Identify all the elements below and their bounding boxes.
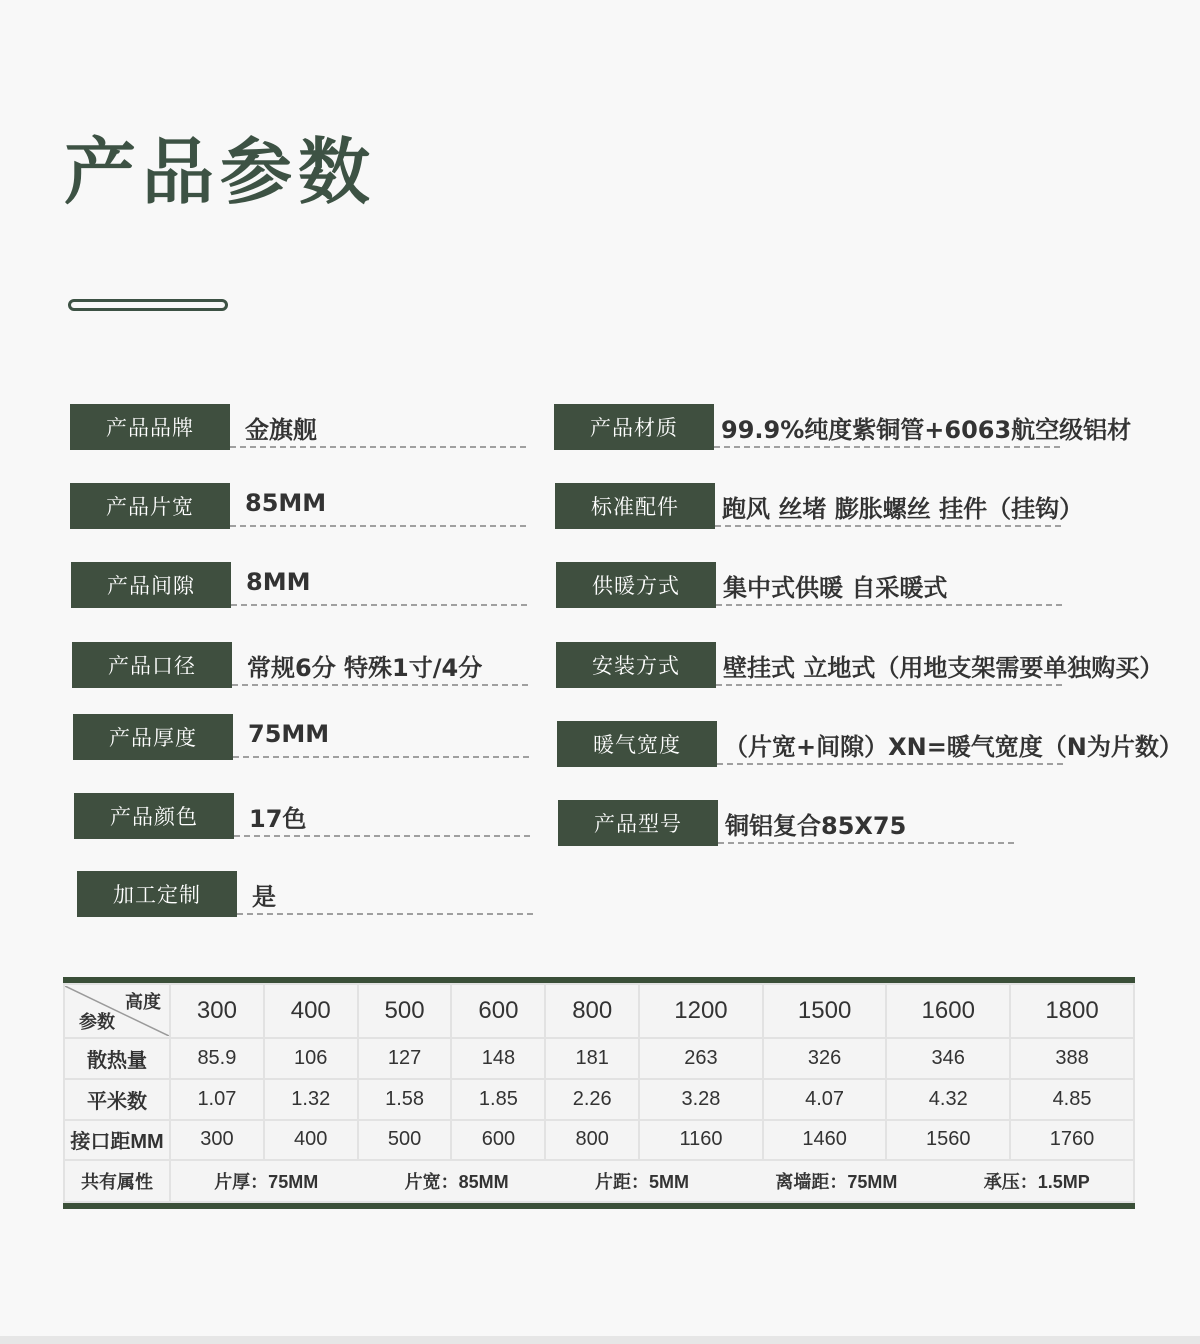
height-header-cell: 1600 [886,984,1010,1038]
common-attributes-row [64,1160,1134,1202]
table-cell: 500 [358,1120,452,1161]
row-label: 散热量 [64,1038,170,1079]
corner-height-label: 高度 [125,992,161,1013]
height-header-cell: 1200 [639,984,763,1038]
param-label: 暖气宽度 [557,721,717,767]
table-row [64,1120,1134,1161]
height-header-cell: 300 [170,984,264,1038]
table-cell: 4.07 [763,1079,887,1120]
dashed-divider [714,446,1060,448]
common-attributes-cell [170,1160,1134,1202]
param-label: 产品口径 [72,642,232,688]
table-cell: 1160 [639,1120,763,1161]
param-value: 跑风 丝堵 膨胀螺丝 挂件（挂钩） [722,495,1084,523]
param-value: 8MM [246,568,311,596]
table-cell: 1560 [886,1120,1010,1161]
param-label: 产品间隙 [71,562,231,608]
param-value: 是 [252,883,276,911]
param-label: 产品颜色 [74,793,234,839]
param-value: 壁挂式 立地式（用地支架需要单独购买） [723,654,1164,682]
corner-param-label: 参数 [79,1012,115,1033]
param-value: 集中式供暖 自采暖式 [723,574,948,602]
param-value: （片宽+间隙）XN=暖气宽度（N为片数） [724,733,1183,761]
common-attribute: 离墙距：75MM [775,1172,898,1193]
dashed-divider [234,835,530,837]
common-attribute: 承压：1.5MP [983,1172,1090,1193]
table-cell: 400 [264,1120,358,1161]
table-cell: 85.9 [170,1038,264,1079]
common-attribute: 片宽：85MM [404,1172,509,1193]
spec-table [63,977,1135,1209]
table-cell: 1760 [1010,1120,1134,1161]
table-cell: 1460 [763,1120,887,1161]
dashed-divider [237,913,533,915]
table-cell: 4.32 [886,1079,1010,1120]
table-corner-cell [64,984,170,1038]
table-row [64,1079,1134,1120]
table-cell: 1.07 [170,1079,264,1120]
table-cell: 127 [358,1038,452,1079]
common-attribute: 片厚：75MM [214,1172,319,1193]
table-cell: 326 [763,1038,887,1079]
param-label: 产品厚度 [73,714,233,760]
title-underline-bar [68,299,228,311]
param-label: 标准配件 [555,483,715,529]
param-value: 金旗舰 [245,416,317,444]
dashed-divider [230,446,526,448]
table-cell: 3.28 [639,1079,763,1120]
height-header-cell: 1800 [1010,984,1134,1038]
row-label: 接口距MM [64,1120,170,1161]
table-cell: 2.26 [545,1079,639,1120]
table-cell: 4.85 [1010,1079,1134,1120]
dashed-divider [718,842,1014,844]
dashed-divider [716,684,1062,686]
dashed-divider [715,525,1061,527]
param-value: 75MM [248,720,330,748]
table-cell: 181 [545,1038,639,1079]
table-cell: 600 [451,1120,545,1161]
dashed-divider [717,763,1063,765]
param-label: 加工定制 [77,871,237,917]
table-cell: 300 [170,1120,264,1161]
param-value: 铜铝复合85X75 [725,812,907,840]
table-cell: 263 [639,1038,763,1079]
dashed-divider [230,525,526,527]
row-label: 共有属性 [64,1160,170,1202]
table-header-row [64,984,1134,1038]
footer-divider [0,1336,1200,1344]
table-cell: 1.58 [358,1079,452,1120]
param-label: 供暖方式 [556,562,716,608]
param-label: 安装方式 [556,642,716,688]
param-value: 85MM [245,489,327,517]
dashed-divider [231,604,527,606]
param-label: 产品材质 [554,404,714,450]
param-label: 产品型号 [558,800,718,846]
height-header-cell: 500 [358,984,452,1038]
table-cell: 800 [545,1120,639,1161]
height-header-cell: 800 [545,984,639,1038]
table-cell: 1.85 [451,1079,545,1120]
table-cell: 148 [451,1038,545,1079]
param-value: 99.9%纯度紫铜管+6063航空级铝材 [721,416,1132,444]
param-value: 17色 [249,805,307,833]
table-row [64,1038,1134,1079]
table-cell: 106 [264,1038,358,1079]
dashed-divider [716,604,1062,606]
height-header-cell: 400 [264,984,358,1038]
height-header-cell: 600 [451,984,545,1038]
table-cell: 346 [886,1038,1010,1079]
dashed-divider [233,756,529,758]
row-label: 平米数 [64,1079,170,1120]
param-value: 常规6分 特殊1寸/4分 [247,654,483,682]
param-label: 产品片宽 [70,483,230,529]
param-label: 产品品牌 [70,404,230,450]
page-title: 产品参数 [64,130,377,214]
table-cell: 1.32 [264,1079,358,1120]
table-cell: 388 [1010,1038,1134,1079]
dashed-divider [232,684,528,686]
common-attribute: 片距：5MM [594,1172,689,1193]
height-header-cell: 1500 [763,984,887,1038]
